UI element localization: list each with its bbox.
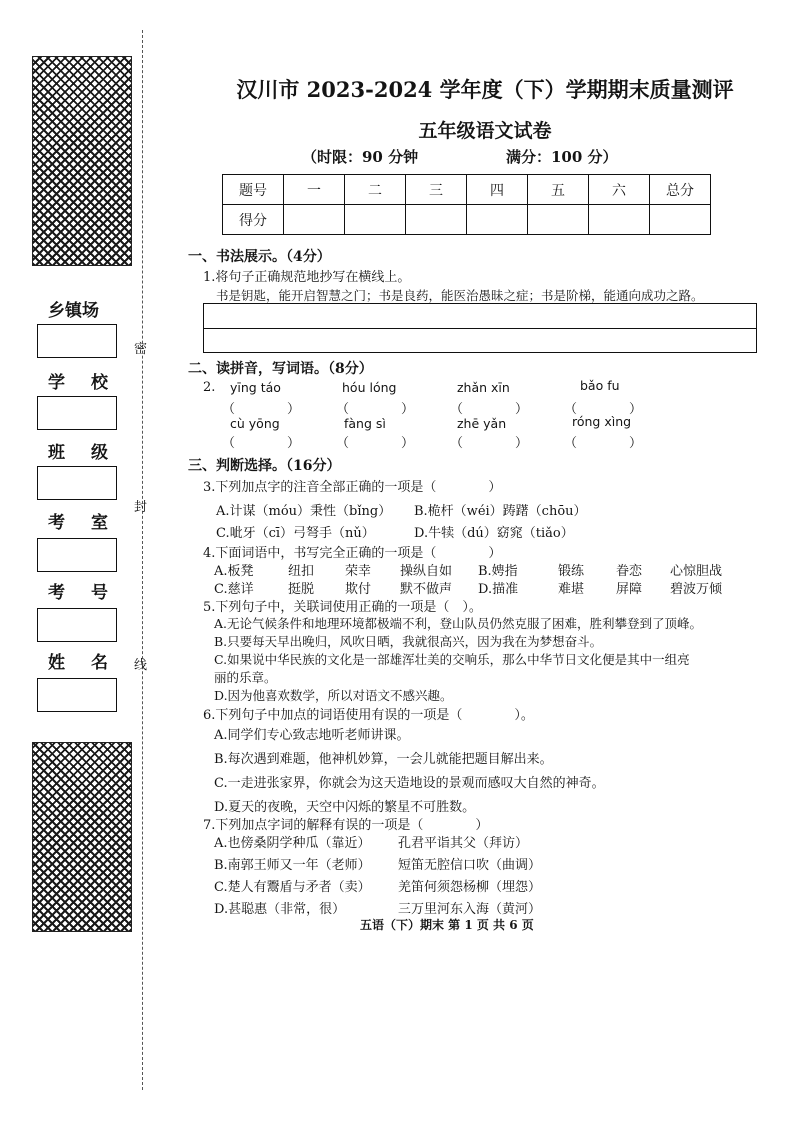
q4-word: D.描准 — [478, 582, 519, 597]
score-table-cell: 一 — [284, 175, 345, 205]
q1-sentence: 书是钥匙，能开启智慧之门；书是良药，能医治愚昧之症；书是阶梯，能通向成功之路。 — [216, 288, 704, 303]
q6-stem: 6.下列句子中加点的词语使用有误的一项是（ ）。 — [203, 708, 534, 723]
q5-option-a[interactable]: A.无论气候条件和地理环境都极端不利，登山队员仍然克服了困难，胜利攀登到了顶峰。 — [214, 616, 703, 631]
answer-blank[interactable]: （ ） — [564, 402, 643, 417]
q5-option-c-cont: 丽的乐章。 — [214, 670, 277, 685]
q3-option-d[interactable]: D.牛犊（dú）窈窕（tiǎo） — [414, 526, 574, 541]
q4-word: 默不做声 — [400, 582, 453, 597]
section1-heading: 一、书法展示。（4分） — [188, 249, 331, 265]
q6-option-d[interactable]: D.夏天的夜晚，天空中闪烁的繁星不可胜数。 — [214, 800, 476, 815]
field-label-char: 级 — [91, 443, 108, 463]
field-label-township: 乡镇场 — [48, 301, 99, 321]
decorative-pattern-top — [32, 56, 132, 266]
q3-option-b[interactable]: B.桅杆（wéi）踌躇（chōu） — [414, 504, 587, 519]
q5-option-d[interactable]: D.因为他喜欢数学，所以对语文不感兴趣。 — [214, 688, 453, 703]
score-input-cell[interactable] — [528, 205, 589, 235]
field-box-exam-number[interactable] — [37, 608, 117, 642]
answer-blank[interactable]: （ ） — [336, 436, 415, 451]
score-table-cell: 三 — [406, 175, 467, 205]
answer-blank[interactable]: （ ） — [450, 402, 529, 417]
section2-heading: 二、读拼音，写词语。（8分） — [188, 361, 373, 377]
seal-char-feng: 封 — [134, 500, 148, 515]
pinyin-item: bǎo fu — [580, 378, 620, 393]
q4-word: 荣幸 — [345, 564, 372, 579]
field-box-school[interactable] — [37, 396, 117, 430]
exam-title: 汉川市 2023-2024 学年度（下）学期期末质量测评 — [236, 77, 734, 102]
field-label-char: 名 — [91, 653, 108, 673]
field-label-char: 学 — [48, 373, 65, 393]
q4-stem: 4.下面词语中，书写完全正确的一项是（ ） — [203, 546, 502, 561]
field-box-name[interactable] — [37, 678, 117, 712]
seal-char-xian: 线 — [134, 658, 148, 673]
field-box-township[interactable] — [37, 324, 117, 358]
field-label-char: 室 — [91, 513, 108, 533]
pinyin-item: cù yōng — [230, 416, 280, 431]
q3-option-a[interactable]: A.计谋（móu）秉性（bǐng） — [216, 504, 392, 519]
q3-stem: 3.下列加点字的注音全部正确的一项是（ ） — [203, 480, 502, 495]
q4-word: 屏障 — [616, 582, 643, 597]
q7-option-d-right: 三万里河东入海（黄河） — [398, 902, 542, 917]
q5-option-b[interactable]: B.只要每天早出晚归，风吹日晒，我就很高兴，因为我在为梦想奋斗。 — [214, 634, 603, 649]
q7-option-c-left[interactable]: C.楚人有鬻盾与矛者（卖） — [214, 880, 371, 895]
answer-blank[interactable]: （ ） — [336, 402, 415, 417]
q6-option-a[interactable]: A.同学们专心致志地听老师讲课。 — [214, 728, 410, 743]
q4-word: 操纵自如 — [400, 564, 453, 579]
field-box-class[interactable] — [37, 466, 117, 500]
answer-blank[interactable]: （ ） — [564, 436, 643, 451]
seal-char-mi: 密 — [134, 342, 148, 357]
score-input-cell[interactable] — [406, 205, 467, 235]
section3-heading: 三、判断选择。（16分） — [188, 458, 341, 474]
q4-word: 难堪 — [558, 582, 585, 597]
field-label-char: 姓 — [48, 653, 65, 673]
q4-word: 欺付 — [345, 582, 372, 597]
q4-word: A.板凳 — [214, 564, 254, 579]
q5-stem: 5.下列句子中，关联词使用正确的一项是（ ）。 — [203, 600, 482, 615]
q1-stem: 1.将句子正确规范地抄写在横线上。 — [203, 270, 411, 285]
q4-word: 心惊胆战 — [670, 564, 723, 579]
score-row-label: 得分 — [223, 205, 284, 235]
page-footer: 五语（下）期末 第 1 页 共 6 页 — [360, 918, 534, 932]
field-label-exam-room — [48, 508, 108, 533]
score-table-score-row — [223, 205, 711, 235]
q7-stem: 7.下列加点字词的解释有误的一项是（ ） — [203, 818, 489, 833]
time-limit: （时限：90 分钟 — [302, 148, 419, 166]
field-label-char: 校 — [91, 373, 108, 393]
score-input-cell[interactable] — [650, 205, 711, 235]
score-table-cell: 五 — [528, 175, 589, 205]
score-input-cell[interactable] — [467, 205, 528, 235]
field-label-char: 号 — [91, 583, 108, 603]
q2-number: 2. — [203, 380, 216, 395]
field-label-name — [48, 648, 108, 673]
field-label-exam-number — [48, 578, 108, 603]
score-table — [222, 174, 711, 235]
answer-blank[interactable]: （ ） — [222, 436, 301, 451]
q7-option-a-right: 孔君平诣其父（拜访） — [398, 836, 529, 851]
q5-option-c[interactable]: C.如果说中华民族的文化是一部雄浑壮美的交响乐，那么中华节日文化便是其中一组亮 — [214, 652, 690, 667]
score-input-cell[interactable] — [284, 205, 345, 235]
score-input-cell[interactable] — [589, 205, 650, 235]
q4-word: 眷恋 — [616, 564, 643, 579]
field-box-exam-room[interactable] — [37, 538, 117, 572]
decorative-pattern-bottom — [32, 742, 132, 932]
field-label-char: 考 — [48, 583, 65, 603]
field-label-char: 班 — [48, 443, 65, 463]
q4-word: 挺脱 — [288, 582, 315, 597]
full-score: 满分：100 分） — [506, 148, 618, 166]
q7-option-d-left[interactable]: D.甚聪惠（非常，很） — [214, 902, 346, 917]
q6-option-c[interactable]: C.一走进张家界，你就会为这天造地设的景观而感叹大自然的神奇。 — [214, 776, 605, 791]
pinyin-item: yīng táo — [230, 380, 281, 395]
pinyin-item: róng xìng — [572, 414, 632, 429]
score-table-cell: 总分 — [650, 175, 711, 205]
q4-word: B.娉指 — [478, 564, 518, 579]
score-table-cell: 六 — [589, 175, 650, 205]
binding-line — [142, 30, 143, 1090]
q4-word: C.慈详 — [214, 582, 254, 597]
score-table-header-row — [223, 175, 711, 205]
exam-subtitle: 五年级语文试卷 — [418, 120, 552, 142]
q4-word: 锻练 — [558, 564, 585, 579]
answer-blank[interactable]: （ ） — [222, 402, 301, 417]
field-label-class — [48, 438, 108, 463]
handwriting-area[interactable] — [203, 303, 757, 353]
handwriting-midline — [204, 328, 756, 329]
q7-option-a-left[interactable]: A.也傍桑阴学种瓜（靠近） — [214, 836, 371, 851]
pinyin-item: fàng sì — [344, 416, 386, 431]
q7-option-b-left[interactable]: B.南郭王师又一年（老师） — [214, 858, 371, 873]
field-label-school — [48, 368, 108, 393]
q3-option-c[interactable]: C.呲牙（cī）弓弩手（nǔ） — [216, 526, 375, 541]
q7-option-c-right: 羌笛何须怨杨柳（埋怨） — [398, 880, 542, 895]
score-table-cell: 四 — [467, 175, 528, 205]
pinyin-item: zhǎn xīn — [457, 380, 510, 395]
score-table-cell: 二 — [345, 175, 406, 205]
q4-word: 纽扣 — [288, 564, 315, 579]
score-input-cell[interactable] — [345, 205, 406, 235]
score-table-cell: 题号 — [223, 175, 284, 205]
q6-option-b[interactable]: B.每次遇到难题，他神机妙算，一会儿就能把题目解出来。 — [214, 752, 553, 767]
pinyin-item: zhē yǎn — [457, 416, 507, 431]
q4-word: 碧波万倾 — [670, 582, 723, 597]
field-label-char: 考 — [48, 513, 65, 533]
answer-blank[interactable]: （ ） — [450, 436, 529, 451]
pinyin-item: hóu lóng — [342, 380, 397, 395]
q7-option-b-right: 短笛无腔信口吹（曲调） — [398, 858, 542, 873]
